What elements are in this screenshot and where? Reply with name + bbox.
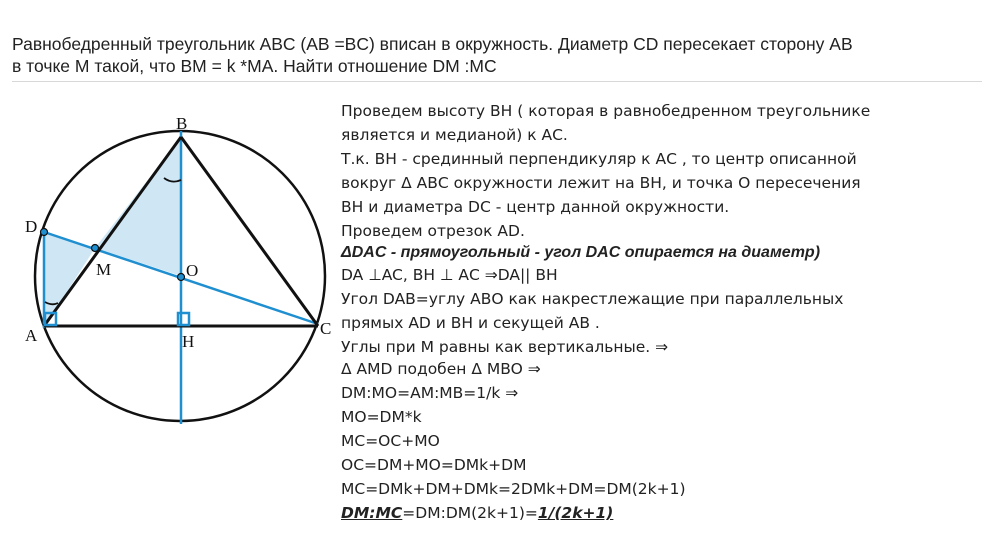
solution-line-6: Проведем отрезок AD. [341, 222, 525, 240]
point-o [178, 274, 185, 281]
side-bc [181, 137, 318, 326]
solution-line-3: Т.к. ВН - срединный перпендикуляр к АС , то центр описанной [341, 150, 857, 168]
solution-line-12: Δ AMD подобен Δ MBO ⇒ [341, 360, 541, 378]
solution-line-11: Углы при М равны как вертикальные. ⇒ [341, 338, 669, 356]
problem-line-1: Равнобедренный треугольник ABC (AB =BC) вписан в окружность. Диаметр CD пересекает сторону AB [12, 34, 853, 54]
solution-line-18 [341, 504, 613, 522]
label-c: C [320, 319, 332, 338]
solution-line-13: DM:MO=AM:MB=1/k ⇒ [341, 384, 519, 402]
label-b: B [176, 114, 188, 133]
solution-line-15: MC=OC+MO [341, 432, 440, 450]
answer-result: 1/(2k+1) [537, 504, 614, 522]
solution-line-14: MO=DM*k [341, 408, 422, 426]
point-m [92, 245, 99, 252]
solution-line-4: вокруг Δ АВС окружности лежит на ВН, и точка О пересечения [341, 174, 861, 192]
right-angle-h [178, 313, 189, 325]
solution-line-16: OC=DM+MO=DMk+DM [341, 456, 527, 474]
point-d [41, 229, 48, 236]
solution-line-10: прямых AD и ВН и секущей АВ . [341, 314, 600, 332]
solution-line-2: является и медианой) к АС. [341, 126, 568, 144]
triangle-mbo-shading [95, 137, 181, 276]
solution-line-8: DA ⊥AC, ВН ⊥ АС ⇒DA|| ВН [341, 266, 558, 284]
solution-line-5: ВН и диаметра DC - центр данной окружности. [341, 198, 730, 216]
answer-middle: =DM:DM(2k+1)= [402, 504, 538, 522]
label-m: M [96, 260, 112, 279]
solution-line-17: MC=DMk+DM+DMk=2DMk+DM=DM(2k+1) [341, 480, 686, 498]
solution-line-7: ΔDAC - прямоугольный - угол DAC опирается на диаметр) [341, 244, 821, 261]
problem-line-2: в точке M такой, что BM = k *MA. Найти отношение DM :MC [12, 56, 497, 76]
label-d: D [25, 217, 38, 236]
label-a: A [25, 326, 38, 345]
solution-line-1: Проведем высоту ВН ( которая в равнобедренном треугольнике [341, 102, 871, 120]
answer-ratio-label: DM:MC [341, 504, 403, 522]
label-h: H [182, 332, 195, 351]
solution-line-9: Угол DAB=углу АВО как накрестлежащие при параллельных [341, 290, 844, 308]
label-o: O [186, 261, 199, 280]
